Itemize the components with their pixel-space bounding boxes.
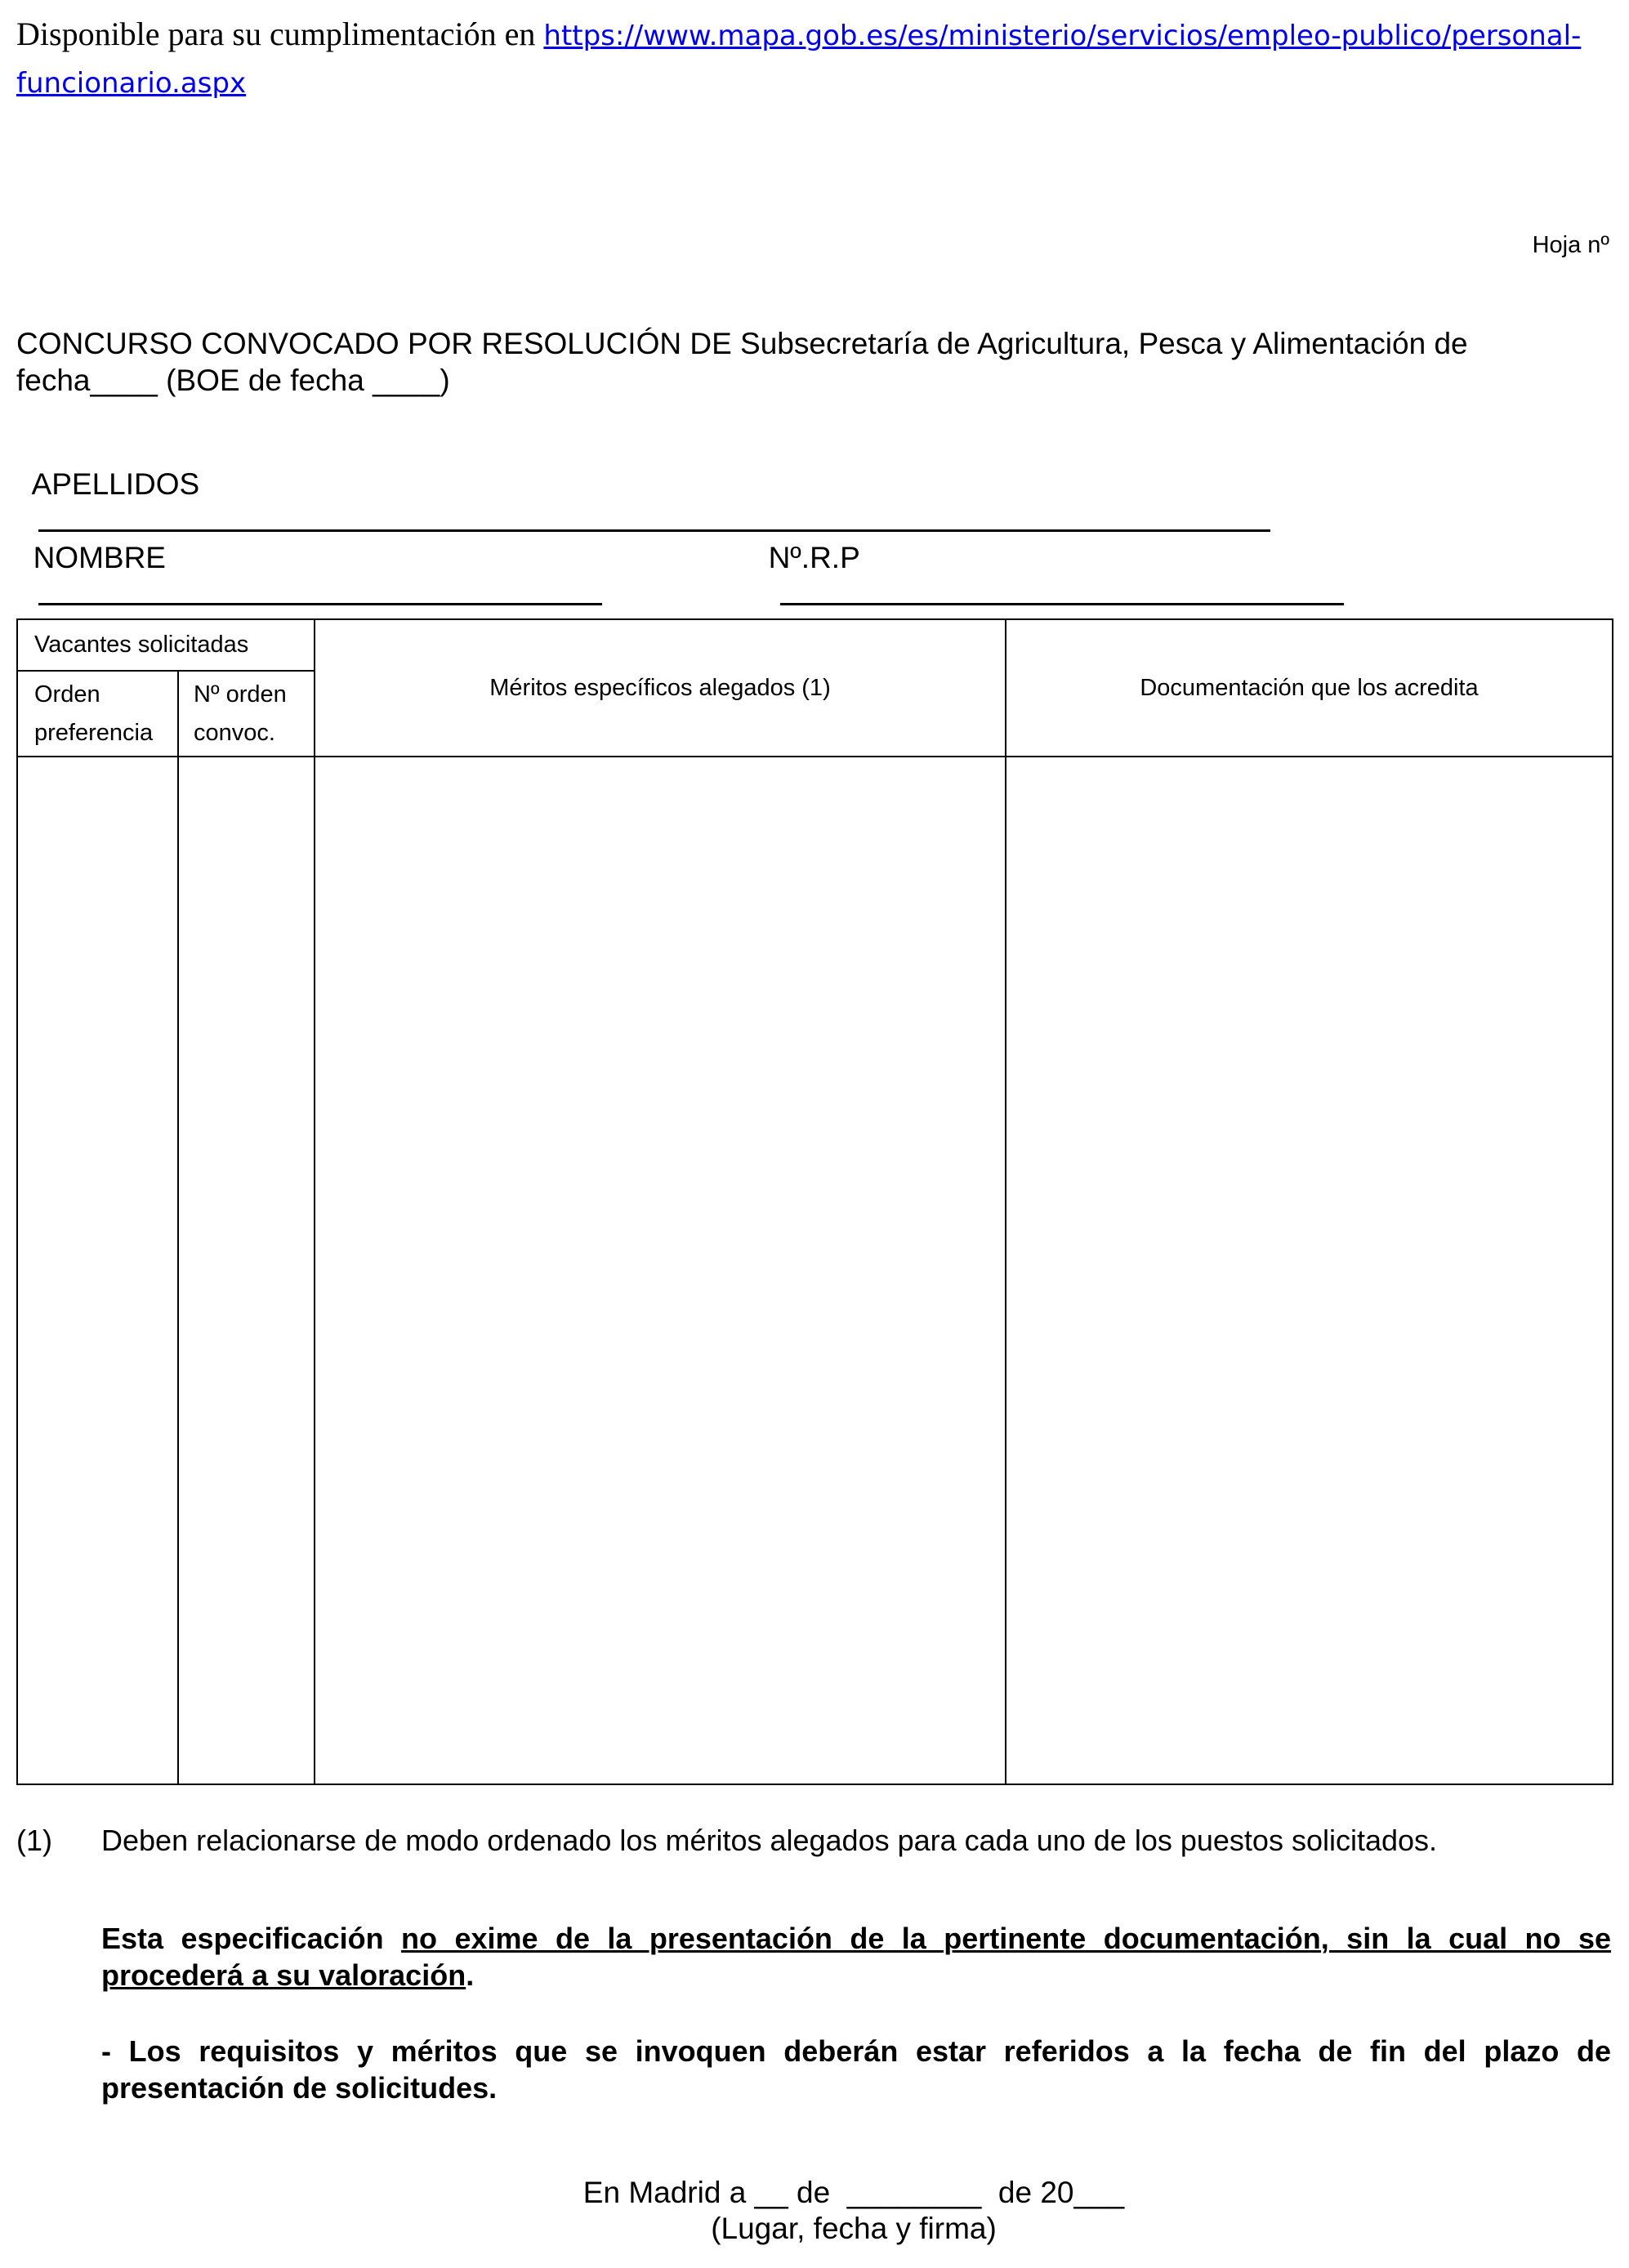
specification-note [101, 1920, 1611, 1993]
nombre-row [16, 507, 602, 613]
footnote-text: Deben relacionarse de modo ordenado los méritos alegados para cada uno de los puestos solicitados. [101, 1824, 1438, 1857]
requirements-note: - Los requisitos y méritos que se invoquen deberán estar referidos a la fecha de fin del plazo de presentación de solicitudes. [101, 2034, 1611, 2105]
availability-notice [16, 11, 1618, 106]
concurso-line-2: fecha____ (BOE de fecha ____) [16, 364, 450, 397]
nrp-label: Nº.R.P [768, 541, 860, 574]
header-n-orden-convoc [178, 671, 315, 757]
footnote [16, 1824, 1437, 1858]
sheet-number-label: Hoja nº [1532, 232, 1609, 258]
concurso-line-1: CONCURSO CONVOCADO POR RESOLUCIÓN DE Subsecretaría de Agricultura, Pesca y Alimentación de [16, 327, 1468, 360]
cell-n-orden-convoc[interactable] [178, 757, 315, 1784]
signature-caption: (Lugar, fecha y firma) [711, 2212, 997, 2245]
header-norden-line1: Nº orden [194, 681, 287, 708]
form-url-link[interactable]: https://www.mapa.gob.es/es/ministerio/servicios/empleo-publico/personal-funcionario.aspx [16, 20, 1582, 100]
merits-table [16, 618, 1613, 1785]
table-row [17, 757, 1613, 1784]
nrp-row [752, 507, 1344, 613]
apellidos-label: APELLIDOS [31, 467, 200, 501]
nombre-field[interactable] [38, 575, 602, 605]
header-orden-line1: Orden [34, 681, 100, 708]
concurso-heading [16, 325, 1611, 399]
header-documentacion: Documentación que los acredita [1006, 619, 1613, 757]
header-norden-line2: convoc. [194, 719, 275, 746]
spec-underlined: no exime de la presentación de la pertinente documentación, sin la cual no se procederá a su valoración [101, 1922, 1611, 1992]
cell-meritos[interactable] [315, 757, 1006, 1784]
cell-documentacion[interactable] [1006, 757, 1613, 1784]
spec-prefix: Esta especificación [101, 1922, 402, 1955]
signature-date-line: En Madrid a __ de ________ de 20___ [582, 2176, 1125, 2209]
header-meritos: Méritos específicos alegados (1) [315, 619, 1006, 757]
header-orden-preferencia [17, 671, 178, 757]
availability-prefix: Disponible para su cumplimentación en [16, 16, 544, 52]
footnote-marker: (1) [16, 1824, 52, 1857]
cell-orden-preferencia[interactable] [17, 757, 178, 1784]
nombre-label: NOMBRE [33, 541, 166, 574]
header-orden-line2: preferencia [34, 719, 154, 746]
spec-suffix: . [466, 1958, 475, 1992]
signature-block [0, 2175, 1629, 2247]
vacantes-group-header: Vacantes solicitadas [17, 619, 315, 671]
nrp-field[interactable] [780, 575, 1344, 605]
